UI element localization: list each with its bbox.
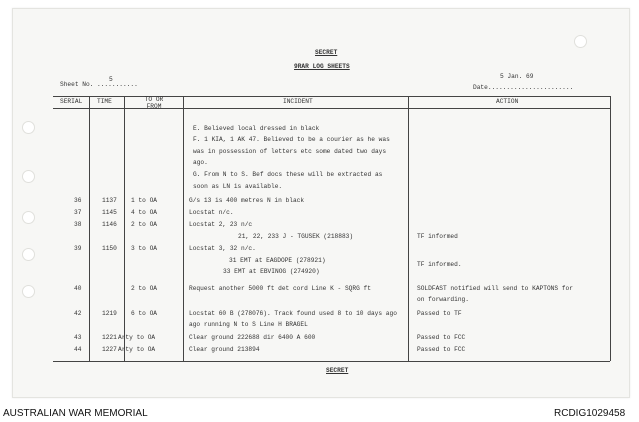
column-divider xyxy=(610,96,611,361)
incident-cell: 33 EMT at EBVINOG (274920) xyxy=(223,268,320,275)
to-from-cell: 2 to OA xyxy=(131,285,157,292)
footer-record-id: RCDIG1029458 xyxy=(554,408,626,419)
serial-cell: 42 xyxy=(74,310,82,317)
column-divider xyxy=(183,96,184,361)
incident-line: F. 1 KIA, 1 AK 47. Believed to be a courier as he was xyxy=(193,136,390,143)
action-cell: SOLDFAST notified will send to KAPTONS for xyxy=(417,285,573,292)
incident-cell: Clear ground 213894 xyxy=(189,346,260,353)
column-header-incident: INCIDENT xyxy=(283,98,313,105)
punch-hole xyxy=(574,35,587,48)
to-from-cell: 2 to OA xyxy=(131,221,157,228)
time-cell: 1150 xyxy=(102,245,117,252)
column-header-time: TIME xyxy=(97,98,112,105)
classification-top: SECRET xyxy=(315,49,338,56)
sheet-number-value: 5 xyxy=(109,76,113,83)
column-header-serial: SERIAL xyxy=(60,98,83,105)
action-cell: TF informed. xyxy=(417,261,462,268)
incident-line: E. Believed local dressed in black xyxy=(193,125,320,132)
column-header-action: ACTION xyxy=(496,98,519,105)
incident-cell: Request another 5000 ft det cord Line K - SQRG ft xyxy=(189,285,371,292)
table-rule-bottom xyxy=(53,361,610,362)
incident-cell: Locstat 60 B (278076). Track found used 8 to 10 days ago xyxy=(189,310,397,317)
incident-cell: Locstat 2, 23 n/c xyxy=(189,221,253,228)
classification-bottom: SECRET xyxy=(326,367,349,374)
column-header-to-or-from: TO OR FROM xyxy=(144,96,164,110)
time-cell: 1145 xyxy=(102,209,117,216)
punch-hole xyxy=(22,248,35,261)
incident-line: G. From N to S. Bef docs these will be extracted as xyxy=(193,171,383,178)
column-divider xyxy=(408,96,409,361)
serial-cell: 43 xyxy=(74,334,82,341)
incident-cell: Locstat n/c. xyxy=(189,209,234,216)
punch-hole xyxy=(22,121,35,134)
date-label: Date....................... xyxy=(473,84,574,91)
serial-cell: 44 xyxy=(74,346,82,353)
punch-hole xyxy=(22,170,35,183)
to-from-cell: 3 to OA xyxy=(131,245,157,252)
incident-cell: Locstat 3, 32 n/c. xyxy=(189,245,256,252)
sheet-title: 9RAR LOG SHEETS xyxy=(294,63,350,70)
punch-hole xyxy=(22,211,35,224)
action-cell: Passed to TF xyxy=(417,310,462,317)
serial-cell: 37 xyxy=(74,209,82,216)
to-from-cell: 1 to OA xyxy=(131,197,157,204)
time-cell: 1221 xyxy=(102,334,117,341)
serial-cell: 40 xyxy=(74,285,82,292)
action-cell: on forwarding. xyxy=(417,296,469,303)
action-cell: Passed to FCC xyxy=(417,346,466,353)
time-cell: 1227 xyxy=(102,346,117,353)
column-divider xyxy=(89,96,90,361)
to-from-cell: 4 to OA xyxy=(131,209,157,216)
punch-hole xyxy=(22,285,35,298)
incident-cell: 31 EMT at EAGDOPE (278921) xyxy=(229,257,326,264)
table-rule-header xyxy=(53,108,610,109)
to-from-cell: Arty to OA xyxy=(118,334,156,341)
incident-cell: Clear ground 222688 dir 6400 A 600 xyxy=(189,334,316,341)
serial-cell: 38 xyxy=(74,221,82,228)
to-from-cell: Arty to OA xyxy=(118,346,156,353)
serial-cell: 36 xyxy=(74,197,82,204)
to-from-cell: 6 to OA xyxy=(131,310,157,317)
incident-cell: 21, 22, 233 J - TGUSEK (218883) xyxy=(238,233,354,240)
time-cell: 1219 xyxy=(102,310,117,317)
incident-line: was in possession of letters etc some dated two days xyxy=(193,148,387,155)
incident-line: soon as LN is available. xyxy=(193,183,283,190)
action-cell: TF informed xyxy=(417,233,458,240)
action-cell: Passed to FCC xyxy=(417,334,466,341)
time-cell: 1137 xyxy=(102,197,117,204)
incident-cell: G/s 13 is 400 metres N in black xyxy=(189,197,305,204)
sheet-number-label: Sheet No. xyxy=(60,81,94,88)
time-cell: 1146 xyxy=(102,221,117,228)
date-value: 5 Jan. 69 xyxy=(500,73,534,80)
footer-source: AUSTRALIAN WAR MEMORIAL xyxy=(3,408,148,419)
incident-line: ago. xyxy=(193,159,208,166)
sheet-number-dots: ........... xyxy=(97,81,138,88)
incident-cell: ago running N to S Line H BRAGEL xyxy=(189,321,308,328)
table-rule-top xyxy=(53,96,610,97)
serial-cell: 39 xyxy=(74,245,82,252)
column-divider xyxy=(124,96,125,361)
